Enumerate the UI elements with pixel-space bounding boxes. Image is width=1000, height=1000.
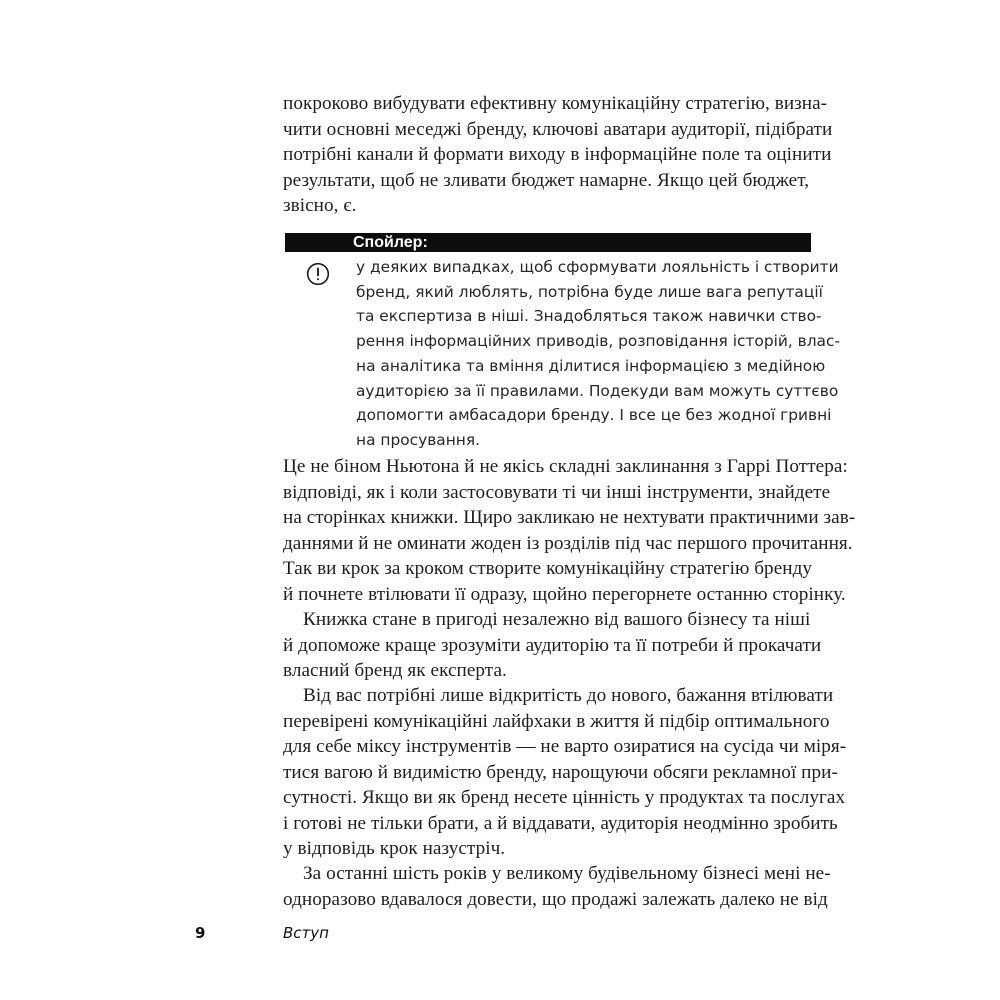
body-paragraph-1 — [283, 454, 856, 607]
spoiler-line: на аналітика та вміння ділитися інформацією з медійною — [356, 356, 826, 375]
text-line: результати, щоб не зливати бюджет намарне. Якщо цей бюджет, — [283, 169, 810, 191]
text-line: Так ви крок за кроком створите комунікаційну стратегію бренду — [283, 558, 813, 579]
text-line: одноразово вдавалося довести, що продажі залежать далеко не від — [283, 888, 828, 910]
text-line: Це не біном Ньютона й не якісь складні заклинання з Гаррі Поттера: — [283, 456, 848, 477]
spoiler-text — [356, 255, 841, 453]
intro-paragraph — [283, 91, 833, 219]
spoiler-line: у деяких випадках, щоб сформувати лояльність і створити — [356, 258, 839, 276]
exclamation-circle-icon — [306, 262, 330, 286]
spoiler-line: бренд, який люблять, потрібна буде лише вага репутації — [356, 282, 823, 301]
spoiler-line: на просування. — [356, 430, 480, 449]
text-line: покроково вибудувати ефективну комунікаційну стратегію, визна- — [283, 93, 828, 114]
text-line: Від вас потрібні лише відкритість до нового, бажання втілювати — [303, 685, 834, 706]
spoiler-line: рення інформаційних приводів, розповідання історій, влас- — [356, 332, 841, 351]
text-line: Книжка стане в пригоді незалежно від вашого бізнесу та ніші — [303, 609, 811, 630]
body-paragraph-3 — [283, 683, 847, 862]
text-line: відповіді, як і коли застосовувати ті чи інші інструменти, знайдете — [283, 481, 831, 503]
text-line: даннями й не оминати жоден із розділів під час першого прочитання. — [283, 532, 853, 554]
page-number: 9 — [195, 924, 206, 942]
text-line: чити основні меседжі бренду, ключові аватари аудиторії, підібрати — [283, 118, 833, 140]
spoiler-label: Спойлер: — [353, 234, 428, 251]
spoiler-line: аудиторією за її правилами. Подекуди вам можуть суттєво — [356, 381, 839, 400]
text-line: сутності. Якщо ви як бренд несете цінність у продуктах та послугах — [283, 787, 846, 808]
text-line: За останні шість років у великому будівельному бізнесі мені не- — [303, 863, 831, 884]
text-line: перевірені комунікаційні лайфхаки в життя й підбір оптимального — [283, 710, 830, 732]
text-line: у відповідь крок назустріч. — [283, 838, 506, 859]
spoiler-line: та експертиза в ніші. Знадобляться також навички ство- — [356, 307, 822, 326]
spoiler-line: допомогти амбасадори бренду. І все це без жодної гривні — [356, 406, 832, 425]
text-line: тися вагою й видимістю бренду, нарощуючи обсяги рекламної при- — [283, 761, 838, 783]
body-paragraph-2 — [283, 607, 822, 684]
text-line: і готові не тільки брати, а й віддавати, аудиторія неодмінно зробить — [283, 812, 838, 834]
text-line: для себе міксу інструментів — не варто озиратися на сусіда чи міря- — [283, 736, 847, 757]
text-line: й допоможе краще зрозуміти аудиторію та її потреби й прокачати — [283, 634, 822, 656]
running-head: Вступ — [283, 924, 329, 942]
text-line: власний бренд як експерта. — [283, 660, 507, 681]
body-paragraph-4 — [283, 861, 831, 912]
text-line: потрібні канали й формати виходу в інформаційне поле та оцінити — [283, 144, 832, 165]
text-line: на сторінках книжки. Щиро закликаю не нехтувати практичними зав- — [283, 507, 856, 528]
text-line: звісно, є. — [283, 195, 357, 216]
text-line: й почнете втілювати її одразу, щойно перегорнете останню сторінку. — [283, 583, 846, 605]
